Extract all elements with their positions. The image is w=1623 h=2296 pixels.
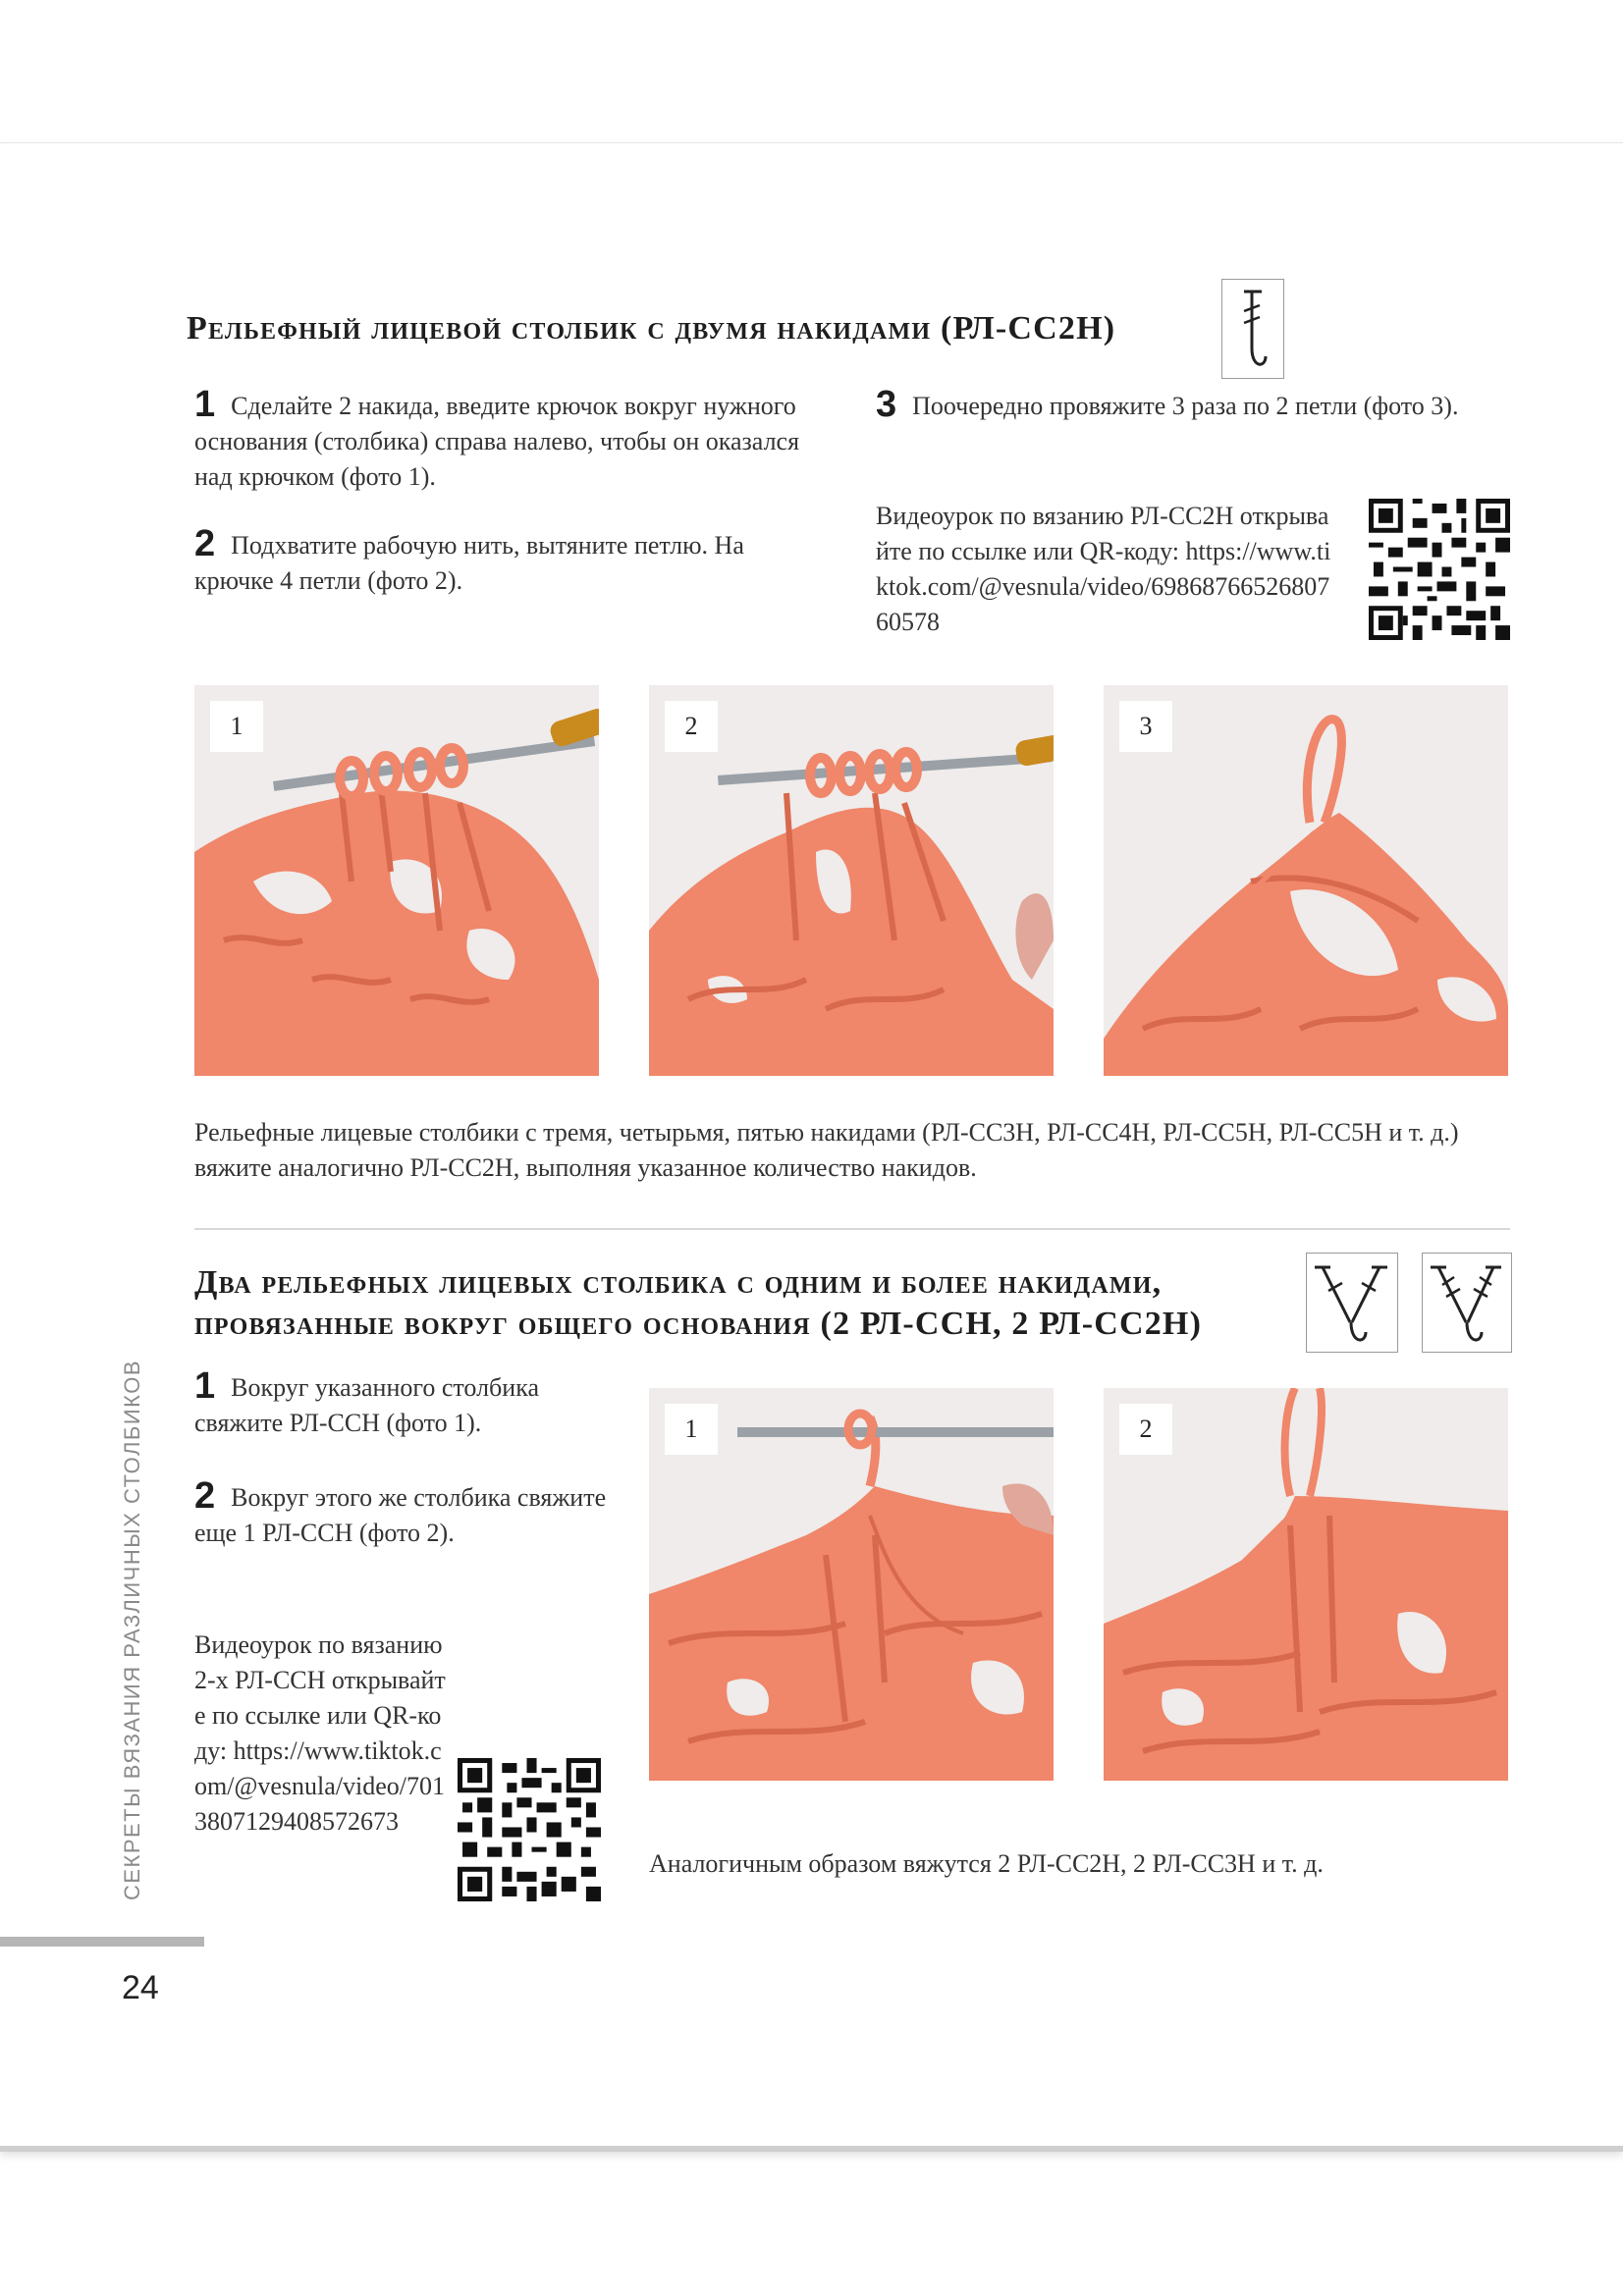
stitch-symbol-icon	[1307, 1254, 1397, 1352]
qr-code-2[interactable]	[458, 1758, 601, 1901]
section2-note: Аналогичным образом вяжутся 2 РЛ-СС2Н, 2 РЛ-СС3Н и т. д.	[649, 1849, 1324, 1878]
qr-code-1[interactable]	[1369, 499, 1510, 640]
section2-video-link[interactable]: Видеоурок по вязанию 2-х РЛ-ССН открывайте по ссылке или QR-коду: https://www.tiktok.com/@vesnula/video/7013807129408572673	[194, 1630, 446, 1836]
step-text: Вокруг этого же столбика свяжите еще 1 РЛ-ССН (фото 2).	[194, 1483, 607, 1547]
photo-4	[649, 1388, 1054, 1781]
stitch-symbol-icon	[1423, 1254, 1511, 1352]
step-number: 2	[194, 523, 216, 564]
page-number-bar	[0, 1937, 204, 1947]
section1-step2	[194, 523, 823, 599]
photo-label: 2	[1119, 1404, 1172, 1455]
section2-step2	[194, 1475, 607, 1551]
step-text: Сделайте 2 накида, введите крючок вокруг нужного основания (столбика) справа налево, чтобы он оказался над крючком (фото 1).	[194, 392, 800, 491]
section1-step1	[194, 384, 823, 495]
section2-title-line1: Два рельефных лицевых столбика с одним и более накидами,	[194, 1264, 1163, 1301]
qr-code-icon	[458, 1758, 601, 1901]
photo-label: 2	[665, 701, 718, 752]
step-number: 1	[194, 384, 216, 425]
step-text: Поочередно провяжите 3 раза по 2 петли (фото 3).	[912, 392, 1459, 420]
photo-5	[1104, 1388, 1508, 1781]
step-text: Подхватите рабочую нить, вытяните петлю. На крючке 4 петли (фото 2).	[194, 531, 744, 595]
step-text: Вокруг указанного столбика свяжите РЛ-ССН (фото 1).	[194, 1373, 539, 1437]
section1-note: Рельефные лицевые столбики с тремя, четырьмя, пятью накидами (РЛ-СС3Н, РЛ-СС4Н, РЛ-СС5Н, РЛ-СС5Н и т. д.) вяжите аналогично РЛ-СС2Н, выполняя указанное количество накидов.	[194, 1118, 1459, 1182]
step-number: 2	[194, 1475, 216, 1517]
stitch-symbol-2-rl-ssn	[1306, 1253, 1398, 1353]
sidebar-chapter-title: СЕКРЕТЫ ВЯЗАНИЯ РАЗЛИЧНЫХ СТОЛБИКОВ	[120, 1360, 144, 1900]
section-divider	[194, 1228, 1510, 1230]
photo-3	[1104, 685, 1508, 1076]
step-number: 1	[194, 1365, 216, 1407]
photo-label: 3	[1119, 701, 1172, 752]
step-number: 3	[876, 384, 897, 425]
section2-step1	[194, 1365, 607, 1441]
photo-label: 1	[210, 701, 263, 752]
stitch-symbol-icon	[1222, 280, 1283, 378]
section2-title-line2: провязанные вокруг общего основания (2 РЛ-ССН, 2 РЛ-СС2Н)	[194, 1306, 1203, 1342]
qr-code-icon	[1369, 499, 1510, 640]
section1-step3	[876, 384, 1485, 425]
stitch-symbol-2-rl-ss2n	[1422, 1253, 1512, 1353]
stitch-symbol-rl-ss2n	[1221, 279, 1284, 379]
photo-2	[649, 685, 1054, 1076]
photo-label: 1	[665, 1404, 718, 1455]
page-number: 24	[122, 1969, 159, 2006]
section1-title: Рельефный лицевой столбик с двумя накидами (РЛ-СС2Н)	[187, 310, 1116, 347]
photo-1	[194, 685, 599, 1076]
section1-video-link[interactable]: Видеоурок по вязанию РЛ-СС2Н открывайте по ссылке или QR-коду: https://www.tiktok.com/@vesnula/video/6986876652680760578	[876, 502, 1331, 636]
book-page	[0, 142, 1623, 2152]
